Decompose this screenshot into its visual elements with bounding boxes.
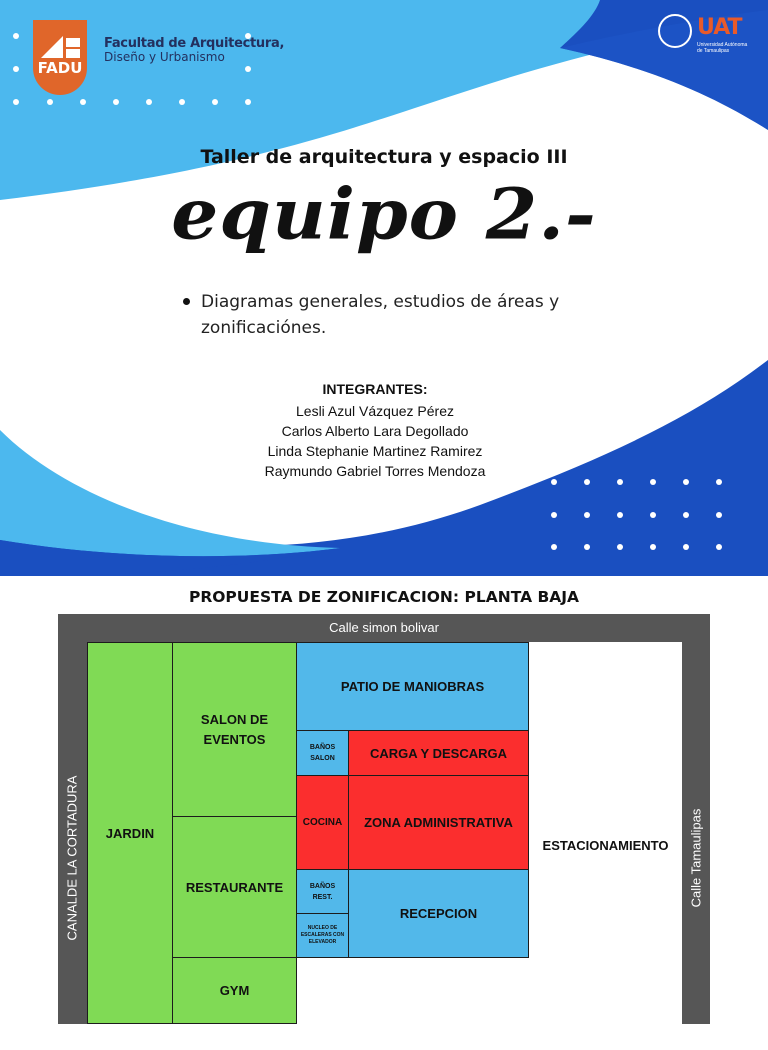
bullet-text: Diagramas generales, estudios de áreas y zonificaciónes.	[201, 292, 560, 338]
zone-label: NUCLEO DE ESCALERAS CON ELEVADOR	[300, 925, 345, 945]
plan-title: PROPUESTA DE ZONIFICACION: PLANTA BAJA	[188, 588, 580, 606]
zone-estacionamiento	[529, 642, 682, 1050]
team-title: equipo 2.-	[171, 174, 597, 256]
street-label-right: Calle Tamaulipas	[688, 808, 704, 908]
uat-logo-word: UAT	[697, 15, 742, 40]
street-label-left: CANALDE LA CORTADURA	[64, 775, 80, 941]
member-name: Lesli Azul Vázquez Pérez	[296, 403, 454, 419]
members-heading: INTEGRANTES:	[322, 381, 428, 397]
member-name: Linda Stephanie Martinez Ramirez	[267, 443, 483, 459]
fadu-logo	[33, 20, 87, 95]
zone-label: SALON DE EVENTOS	[200, 711, 269, 747]
zone-label: PATIO DE MANIOBRAS	[340, 679, 485, 694]
zone-salon-eventos	[172, 642, 297, 817]
zone-nucleo-escaleras	[296, 913, 349, 958]
uat-logo-subtitle: Universidad Autónoma de Tamaulipas	[697, 42, 748, 54]
zone-label: BAÑOS SALON	[309, 744, 336, 762]
uat-seal-icon	[658, 14, 692, 48]
zone-label: RECEPCION	[399, 906, 478, 921]
zone-label: BAÑOS REST.	[309, 882, 336, 901]
street-label-top: Calle simon bolivar	[329, 620, 439, 635]
zone-carga-descarga	[348, 730, 529, 776]
fadu-name-line2: Diseño y Urbanismo	[104, 50, 225, 64]
member-name: Carlos Alberto Lara Degollado	[281, 423, 469, 439]
zone-patio-maniobras	[296, 642, 529, 731]
zone-banos-salon	[296, 730, 349, 776]
zone-label: RESTAURANTE	[185, 879, 284, 895]
zone-label: ESTACIONAMIENTO	[542, 838, 669, 853]
zone-cocina	[296, 775, 349, 870]
zone-label: JARDIN	[105, 825, 155, 841]
zone-label: ZONA ADMINISTRATIVA	[364, 815, 513, 830]
zone-label: CARGA Y DESCARGA	[369, 745, 507, 761]
fadu-name-line1: Facultad de Arquitectura,	[104, 36, 285, 51]
zone-restaurante	[172, 816, 297, 958]
zone-banos-restaurante	[296, 869, 349, 914]
zone-label: COCINA	[302, 817, 343, 828]
zone-recepcion	[348, 869, 529, 958]
member-name: Raymundo Gabriel Torres Mendoza	[264, 463, 486, 479]
zone-label: GYM	[219, 983, 250, 998]
zone-gym	[172, 957, 297, 1024]
fadu-badge-text: FADU	[37, 59, 83, 77]
bullet-dot	[183, 298, 190, 305]
zone-jardin	[87, 642, 173, 1024]
course-subtitle: Taller de arquitectura y espacio III	[200, 146, 568, 168]
zone-administrativa	[348, 775, 529, 870]
